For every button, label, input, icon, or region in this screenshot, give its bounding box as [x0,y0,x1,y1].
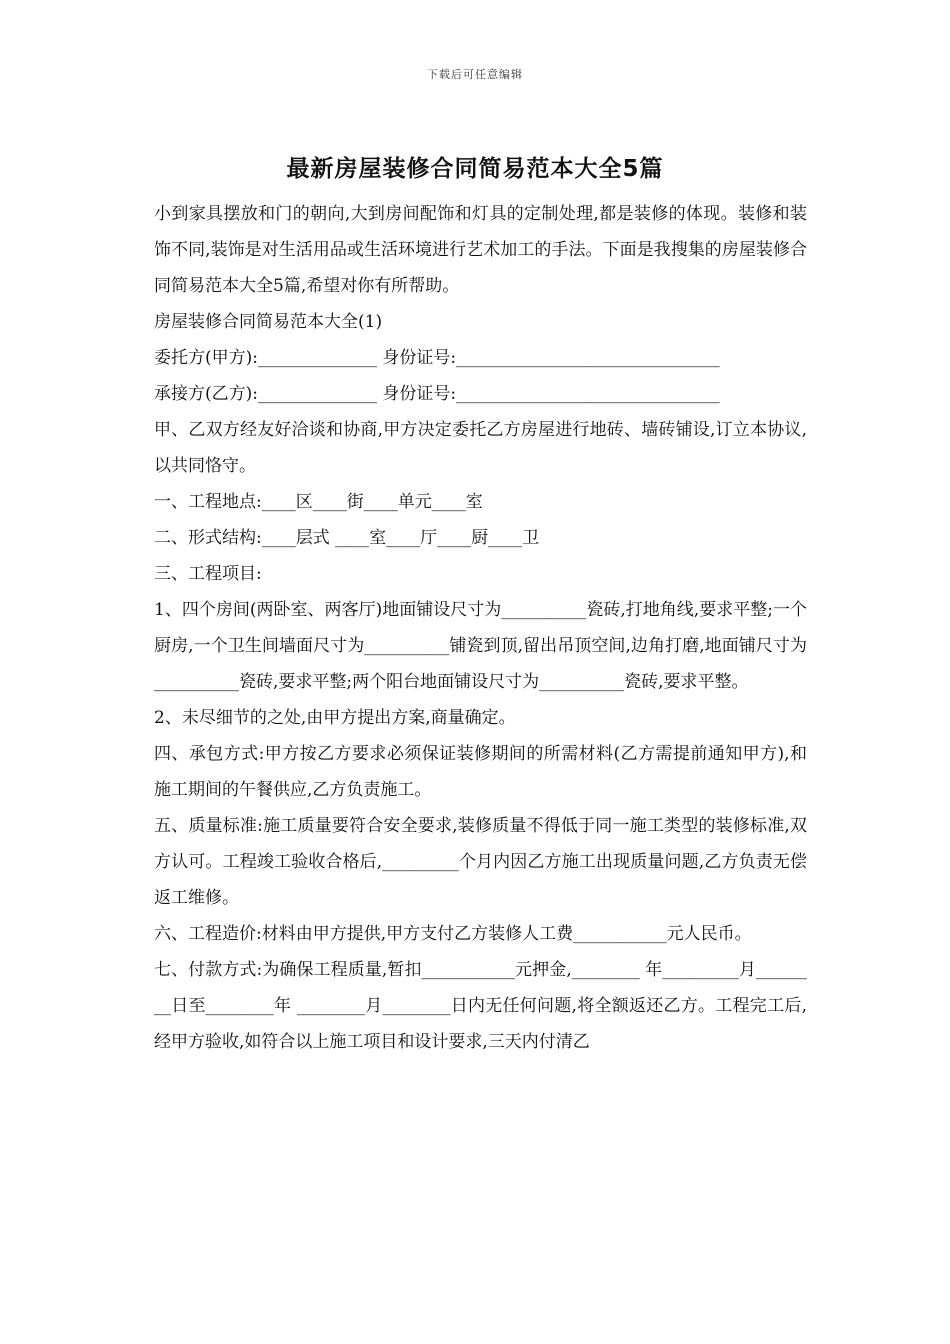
clause-structure: 二、形式结构:____层式 ____室____厅____厨____卫 [154,528,540,548]
clause-payment-method: 七、付款方式:为确保工程质量,暂扣___________元押金,________ 年_________月________日至________年 ________月________日内无任何问题,将全额返还乙方。工程完工后,经甲方验收,如符合以上施工项目和设计要求,三天内付清乙 [154,960,807,1052]
intro-paragraph: 小到家具摆放和门的朝向,大到房间配饰和灯具的定制处理,都是装修的体现。装修和装饰不同,装饰是对生活用品或生活环境进行艺术加工的手法。下面是我搜集的房屋装修合同简易范本大全5篇,希望对你有所帮助。 [154,204,807,296]
agreement-preamble: 甲、乙双方经友好洽谈和协商,甲方决定委托乙方房屋进行地砖、墙砖铺设,订立本协议,以共同恪守。 [154,420,807,476]
clause-location: 一、工程地点:____区____街____单元____室 [154,492,483,512]
party-a-line: 委托方(甲方):______________ 身份证号:_______________________________ [154,348,720,368]
clause-project-cost: 六、工程造价:材料由甲方提供,甲方支付乙方装修人工费___________元人民币。 [154,924,752,944]
document-title: 最新房屋装修合同简易范本大全5篇 [286,156,664,182]
clause-contract-method: 四、承包方式:甲方按乙方要求必须保证装修期间的所需材料(乙方需提前通知甲方),和施工期间的午餐供应,乙方负责施工。 [154,744,807,800]
contract-subtitle: 房屋装修合同简易范本大全(1) [154,312,383,332]
party-b-line: 承接方(乙方):______________ 身份证号:_______________________________ [154,384,720,404]
clause-project-item-2: 2、未尽细节的之处,由甲方提出方案,商量确定。 [154,708,516,728]
clause-quality-standard: 五、质量标准:施工质量要符合安全要求,装修质量不得低于同一施工类型的装修标准,双方认可。工程竣工验收合格后,_________个月内因乙方施工出现质量问题,乙方负责无偿返工维修。 [154,816,807,908]
clause-project-item-1: 1、四个房间(两卧室、两客厅)地面铺设尺寸为__________瓷砖,打地角线,要求平整;一个厨房,一个卫生间墙面尺寸为__________铺瓷到顶,留出吊顶空间,边角打磨,地面铺尺寸为__________瓷砖,要求平整;两个阳台地面铺设尺寸为__________瓷砖,要求平整。 [154,600,807,692]
page-header-note: 下载后可任意编辑 [427,68,523,81]
clause-project-heading: 三、工程项目: [154,564,262,584]
document-body [145,196,807,1060]
